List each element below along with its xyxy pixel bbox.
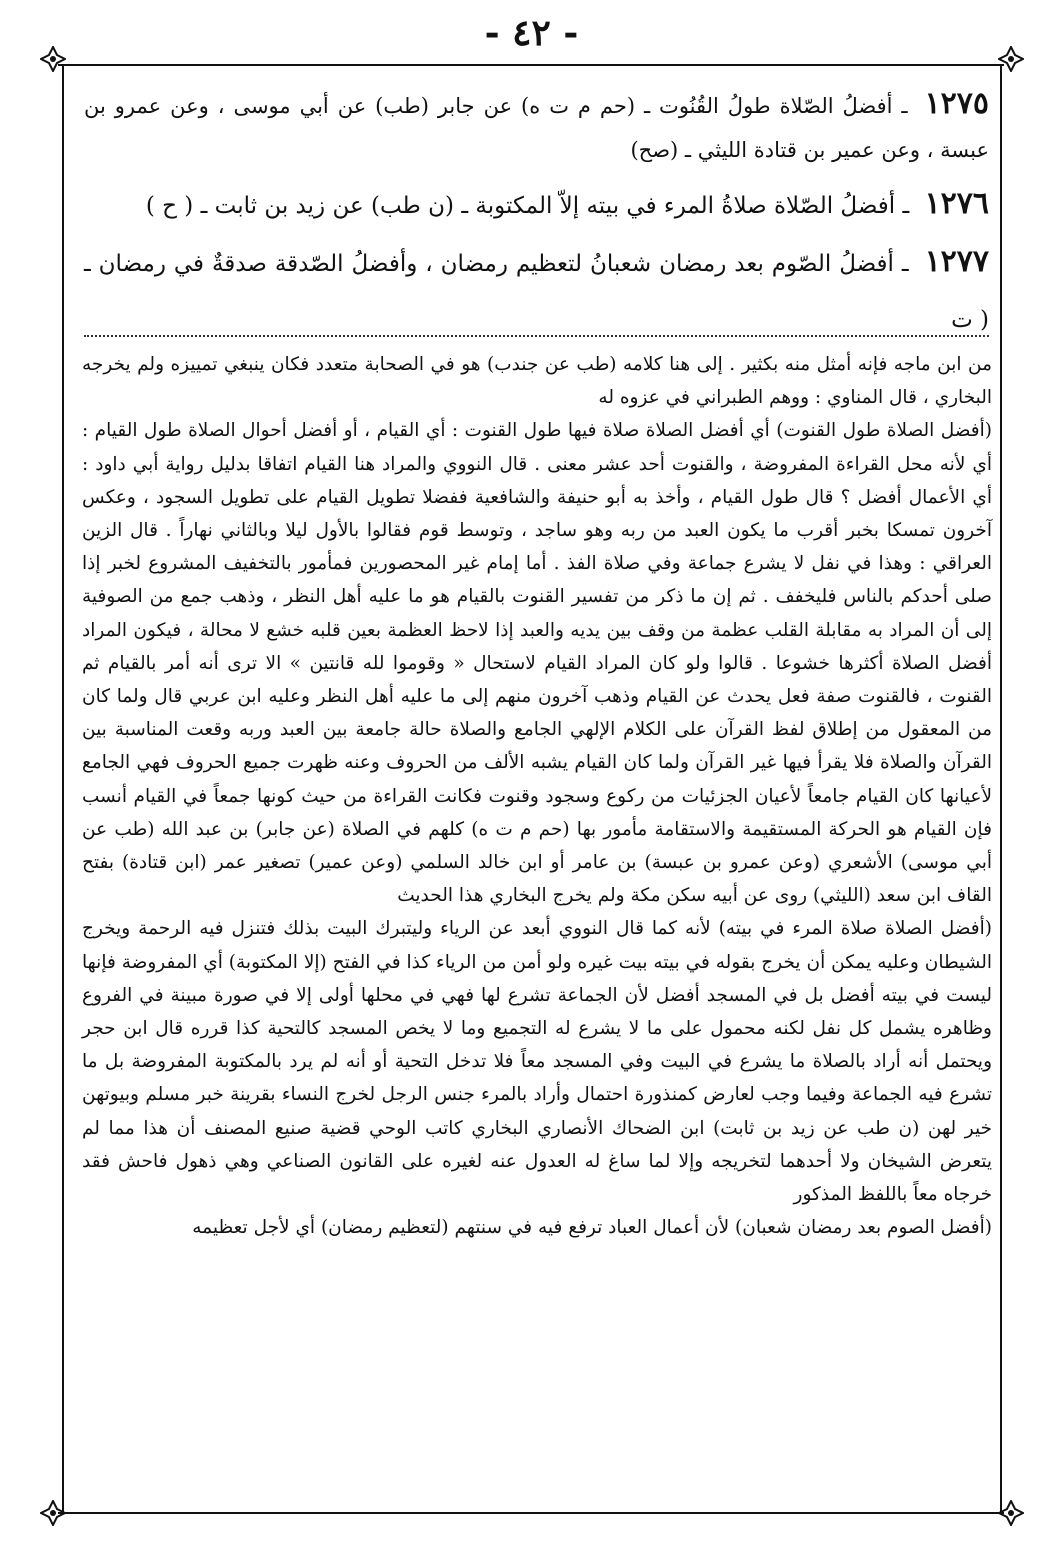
hadith-text: ـ أفضلُ الصّلاة طولُ القُنُوت ـ (حم م ت ه) عن جابر (طب) عن أبي موسى ، وعن عمرو بن عبسة ، وعن عمير بن قتادة الليثي ـ (صح): [84, 94, 989, 162]
hadith-text: ـ أفضلُ الصّلاة صلاةُ المرء في بيته إلاّ المكتوبة ـ (ن طب) عن زيد بن ثابت ـ ( ح ): [145, 193, 910, 219]
commentary: [82, 348, 992, 1244]
hadith-entry: [84, 176, 989, 234]
hadith-number: ١٢٧٦: [924, 186, 989, 221]
hadith-entry: [84, 234, 989, 348]
corner-ornament-icon: [40, 46, 66, 72]
corner-ornament-icon: [40, 1500, 66, 1526]
frame-top-rule: [58, 64, 1004, 66]
corner-ornament-icon: [998, 1500, 1024, 1526]
section-divider: [84, 335, 989, 337]
commentary-paragraph: (أفضل الصلاة صلاة المرء في بيته) لأنه كما قال النووي أبعد عن الرياء وليتبرك البيت بذلك فتنزل فيه الرحمة ويخرج الشيطان وعليه يمكن أن يخرج بقوله في بيته بيت غيره ولو أمن من الرياء كذا في الفتح (إلا المكتوبة) أي المفروضة فإنها ليست في بيته أفضل بل في المسجد أفضل لأن الجماعة تشرع لها فهي في محلها أولى إلا في صورة مبينة في الفروع وظاهره يشمل كل نفل لكنه محمول على ما لا يشرع له التجميع وما لا يخص المسجد كالتحية كذا قرره قال ابن حجر ويحتمل أنه أراد بالصلاة ما يشرع في البيت وفي المسجد معاً فلا تدخل التحية أو أنه لم يرد بالمكتوبة المفروضة بل ما تشرع فيه الجماعة وفيما وجب لعارض كمنذورة احتمال وأراد بالمرء جنس الرجل لخرج النساء بقرينة خبر مسلم وبيوتهن خير لهن (ن طب عن زيد بن ثابت) ابن الضحاك الأنصاري البخاري كاتب الوحي قضية صنيع المصنف أن هذا مما لم يتعرض الشيخان ولا أحدهما لتخريجه وإلا لما ساغ له العدول عنه لغيره على القانون الصناعي وهي ذهول فاحش فقد خرجاه معاً باللفظ المذكور: [82, 918, 992, 1206]
commentary-paragraph: (أفضل الصلاة طول القنوت) أي أفضل الصلاة صلاة فيها طول القنوت : أي القيام ، أو أفضل أحوال الصلاة طول القيام : أي لأنه محل القراءة المفروضة ، والقنوت أحد عشر معنى . قال النووي والمراد هنا القيام اتفاقا بدليل رواية أبي داود : أي الأعمال أفضل ؟ قال طول القيام ، وأخذ به أبو حنيفة والشافعية ففضلا تطويل القيام على تطويل السجود ، وعكس آخرون تمسكا بخبر أقرب ما يكون العبد من ربه وهو ساجد ، وتوسط قوم فقالوا بالأول ليلا وبالثاني نهاراً . قال الزين العراقي : وهذا في نفل لا يشرع جماعة وفي صلاة الفذ . أما إمام غير المحصورين فمأمور بالتخفيف المشروع لخبر إذا صلى أحدكم بالناس فليخفف . ثم إن ما ذكر من تفسير القنوت بالقيام هو ما عليه أهل النظر ، وذهب جمع من الصوفية إلى أن المراد به مقابلة القلب عظمة من وقف بين يديه والعبد إذا لاحظ العظمة بعين قلبه خشع لا محالة ، فيكون المراد أفضل الصلاة أكثرها خشوعا . قالوا ولو كان المراد القيام لاستحال « وقوموا لله قانتين » الا ترى أنه أمر بالقيام ثم القنوت ، فالقنوت صفة فعل يحدث عن القيام وذهب آخرون منهم إلى ما عليه أهل النظر وعليه ابن عربي قال ولما كان من المعقول من إطلاق لفظ القرآن على الكلام الإلهي الجامع والصلاة حالة جامعة بين العبد وربه وقعت المناسبة بين القرآن والصلاة فلا يقرأ فيها غير القرآن ولما كان القيام يشبه الألف من الحروف وعنه ظهرت جميع الحروف فهي الجامع لأعيانها كان القيام جامعاً لأعيان الجزئيات من ركوع وسجود وقنوت فكانت القراءة من حيث كونها جمعاً في القيام أنسب فإن القيام هو الحركة المستقيمة والاستقامة مأمور بها (حم م ت ه) كلهم في الصلاة (عن جابر) بن عبد الله (طب عن أبي موسى) الأشعري (وعن عمرو بن عبسة) بن عامر أو ابن خالد السلمي (وعن عمير) تصغير عمر (ابن قتادة) بفتح القاف ابن سعد (الليثي) روى عن أبيه سكن مكة ولم يخرج البخاري هذا الحديث: [82, 420, 992, 907]
hadith-list: [84, 82, 989, 348]
commentary-paragraph: (أفضل الصوم بعد رمضان شعبان) لأن أعمال العباد ترفع فيه في سنتهم (لتعظيم رمضان) أي لأجل تعظيمه: [192, 1217, 992, 1239]
commentary-paragraph: من ابن ماجه فإنه أمثل منه بكثير . إلى هنا كلامه (طب عن جندب) هو في الصحابة متعدد فكان ينبغي تمييزه ولم يخرجه البخاري ، قال المناوي : ووهم الطبراني في عزوه له: [82, 354, 992, 409]
corner-ornament-icon: [998, 46, 1024, 72]
hadith-entry: [84, 82, 989, 172]
frame-bottom-rule: [58, 1512, 1004, 1514]
hadith-number: ١٢٧٧: [924, 244, 990, 279]
hadith-number: ١٢٧٥: [924, 86, 989, 121]
hadith-text: ـ أفضلُ الصّوم بعد رمضان شعبانُ لتعظيم رمضان ، وأفضلُ الصّدقة صدقةٌ في رمضان ـ ( ت: [84, 251, 989, 333]
frame-right-rule: [1000, 64, 1002, 1514]
page-number: - ٤٢ -: [484, 12, 579, 54]
frame-left-rule: [62, 64, 64, 1514]
